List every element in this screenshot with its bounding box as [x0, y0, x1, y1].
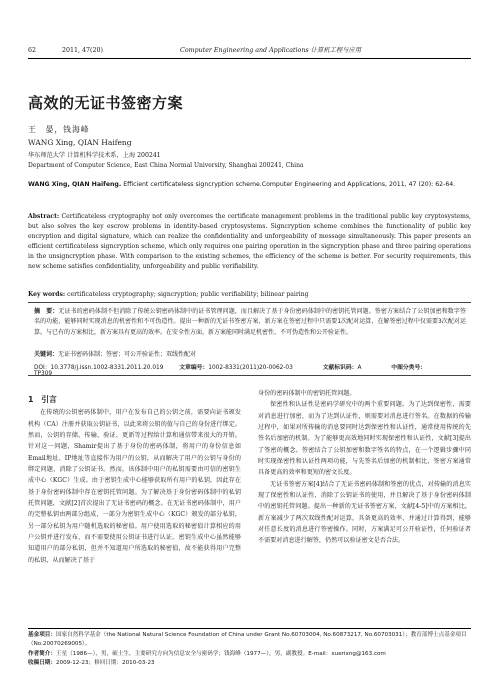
author-bio-text: 王星（1986—），男，硕士生，主要研究方向为信息安全与密码学；钱海峰（1977—），男，副教授。E-mail：xuerixng@163.com [55, 650, 386, 657]
article-no-label: 文章编号： [179, 365, 209, 371]
abstract-chinese-box [28, 302, 471, 376]
author-bio-label: 作者简介： [28, 650, 56, 657]
authors-chinese: 王 晏，钱海峰 [28, 125, 90, 134]
footnote-divider [28, 628, 471, 629]
abstract-english [28, 212, 471, 271]
footnotes [28, 631, 471, 669]
abstract-chinese [34, 307, 466, 338]
received-date-label: 收稿日期： [28, 660, 56, 667]
keywords-cn-label: 关键词： [34, 351, 59, 358]
affiliation-english: Department of Computer Science, East China Normal University, Shanghai 200241, China [28, 162, 304, 169]
abstract-en-text: Certificateless cryptography not only overcomes the certificate management problems in the traditional public key cryptosystems, but also solves the key escrow problems in identity-based cryptosystems. Signcryption scheme combines the functionality of public key encryption and digital signature, which can realize the confidentiality and unforgeability of message simultaneously. This paper presents an efficient certificateless signcryption scheme, which only requires one pairing operation in the signcryption phase and three pairing operations in the unsigncryption phase. With comparison to the existing schemes, the efficiency of the scheme is better. For security requirements, this new scheme satisfies confidentiality, unforgeability and public verifiability. [28, 213, 471, 270]
abstract-cn-label: 摘 要： [34, 308, 59, 315]
abstract-en-label: Abstract: [28, 213, 60, 220]
clc-label: 中图分类号： [391, 365, 427, 371]
authors-english: WANG Xing, QIAN Haifeng [28, 138, 132, 147]
volume-info: 2011, 47(20) [62, 47, 103, 54]
paragraph: 保密性和认证性是密码学研究中的两个重要问题。为了达到保密性，需要对消息进行加密，而为了达到认证性，则需要对消息进行签名。在数据的传输过程中，如果对所传输的消息要同时达到保密性和认证性，通常使用传统的先签名后加密的机制。为了能够更高效地同时实现保密性和认证性，文献[3]提出了签密的概念。签密结合了公钥加密和数字签名的特点，在一个逻辑步骤中同时实现保密性和认证性两项功能，与先签名后加密的机制相比，签密方案通常具备更高的效率和更短的密文长度。 [258, 401, 471, 477]
received-date-note [28, 659, 471, 668]
paragraph: 身份的密码体制中的密钥托管问题。 [258, 390, 356, 397]
paragraph: 无证书签密方案[4]结合了无证书密码体制和签密的优点，对传输的消息实现了保密性和认证性，消除了公钥证书的使用，并且解决了基于身份密码体制中的密钥托管问题。提出一种新的无证书签密方案，文献[4-5]中的方案相比，新方案减少了两次双线性配对运算，具备更高的效率，并通过计算得到，能够对任意长度的消息进行签密操作。同时，方案满足可公开验证性，任何验证者不需要对消息进行解签，仍然可以验证密文是否合法。 [258, 480, 471, 545]
page-number: 62 [28, 47, 37, 54]
body-column-left [28, 388, 241, 566]
doc-code-label: 文献标识码： [322, 365, 358, 371]
paper-title: 高效的无证书签密方案 [28, 94, 184, 112]
keywords-chinese [34, 349, 196, 358]
fund-label: 基金项目： [28, 632, 56, 638]
article-no: 1002-8331(2011)20-0062-03 [208, 365, 293, 371]
doc-code: A [357, 365, 362, 371]
clc-code: TP309 [34, 371, 53, 377]
fund-note [28, 631, 471, 650]
keywords-en-label: Key words: [28, 291, 66, 298]
author-bio-note [28, 650, 471, 659]
keywords-cn-text: 无证书密码体制；签密；可公开验证性；双线性配对 [58, 351, 197, 358]
keywords-en-text: certificateless cryptography; signcryption; public verifiability; bilinear pairing [67, 291, 309, 298]
fund-text: 国家自然科学基金（the National Natural Science Foundation of China under Grant No.60703004, No.60873217, No.60703031）；教育部博士点基金项目（No.20070269005）。 [28, 632, 467, 648]
doi: DOI：10.3778/j.issn.1002-8331.2011.20.019 [34, 365, 164, 371]
running-header [28, 44, 471, 59]
section-heading-intro: 1 引言 [28, 395, 57, 404]
body-column-right [258, 388, 471, 547]
citation-text: Efficient certificateless signcryption scheme.Computer Engineering and Applications, 2011, 47 (20): 62-64. [123, 181, 456, 188]
keywords-english [28, 290, 471, 300]
received-date-text: 2009-12-23；修回日期：2010-03-23 [55, 660, 155, 667]
affiliation-chinese: 华东师范大学 计算机科学技术系，上海 200241 [28, 152, 161, 159]
citation-block [28, 180, 471, 191]
article-metadata [34, 362, 466, 377]
citation-authors: WANG Xing, QIAN Haifeng. [28, 181, 122, 188]
paragraph: 在传统的公钥密码体制中，用户在发布自己的公钥之前，需要向证书颁发机构（CA）注册并获取公钥证书，以此来将公钥的值与自己的身份进行绑定。然而，公钥的存储、传输、验证、更新等过程给计算和通信带来很大的开销。针对这一问题，Shamir提出了基于身份的密码体制，将用户的身份信息如Email地址、IP地址等直接作为用户的公钥，从而解决了用户的公钥与身份的绑定问题，消除了公钥证书。然而，该体制中用户的私钥需要由可信的密钥生成中心（KGC）生成。由于密钥生成中心能够获取所有用户的私钥，因此存在基于身份密码体制中存在密钥托管问题。为了解决基于身份密码体制中的私钥托管问题，文献[2]首次提出了无证书密码的概念。在无证书密码体制中，用户的完整私钥由两部分组成，一部分为密钥生成中心（KGC）颁发的部分私钥，另一部分私钥为用户随机选取的秘密值。用户使用选取的秘密值计算相应的用户公钥并进行发布，而不需要使用公钥证书进行认证。密钥生成中心虽然能够知道用户的部分私钥，但并不知道用户所选取的秘密值，故不能获得用户完整的私钥，从而解决了基于 [28, 409, 241, 564]
journal-name: Computer Engineering and Applications 计算机工程与应用 [180, 47, 362, 54]
abstract-cn-text: 无证书的密码体制不但消除了传统公钥密码体制中的证书管理问题，而且解决了基于身份密码体制中的密钥托管问题。签密方案结合了公钥加密和数字签名的功能，能够同时实现消息的机密性和不可伪造性。提出一种新的无证书签密方案，新方案在签密过程中只需要1次配对运算，在解签密过程中仅需要3次配对运算。与已有的方案相比，新方案具有更高的效率。在安全性方面，新方案能同时满足机密性、不可伪造性和公开验证性。 [34, 308, 466, 336]
